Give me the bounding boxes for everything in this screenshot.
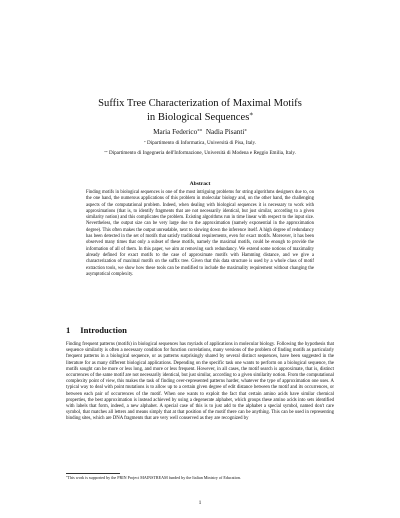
affiliation-2 <box>0 150 400 156</box>
body-paragraph: Finding frequent patterns (motifs) in biological sequences has myriads of applications in molecular biology. Following the hypothesis that sequence similarity is often a necessary condition for function correlations, many versions of the problem of finding motifs as particularly frequent patterns in a biological sequence, or as patterns surprisingly shared by several distinct sequences, have been suggested in the literature for as many different biological applications. Depending on the specific task one wants to perform on a biological sequence, the motifs sought can be more or less long, and more or less frequent. However, in all cases, the motif search is approximate, that is, distinct occurrences of the same motif are not necessarily identical, but just similar, according to a given similarity notion. From the computational complexity point of view, this makes the task of finding over-represented patterns harder, whatever the type of approximation one uses. A typical way to deal with point mutations is to allow up to a certain given degree of edit distance between the motif and its occurrences, or between each pair of occurrences of the motif. When one wants to exploit the fact that certain amino acids have similar chemical properties, the best approximation is instead achieved by using a degenerate alphabet, which groups these amino acids into sets identified with labels that form, indeed, a new alphabet. A special case of this is to just add to the alphabet a special symbol, named don't care symbol, that matches all letters and means simply that at that position of the motif there can be anything. This can be used in representing binding sites, which are DNA fragments that are very well conserved as they are recognized by <box>66 342 334 422</box>
footnote-rule <box>66 473 120 474</box>
title-footnote-mark: * <box>249 110 254 120</box>
affiliation-1-text: Dipartimento di Informatica, Università di Pisa, Italy. <box>147 140 257 146</box>
section-title: Introduction <box>80 325 127 335</box>
author-1-mark: ** <box>197 129 203 135</box>
section-heading <box>66 325 127 336</box>
affiliation-1-mark: * <box>143 139 146 144</box>
title-line-2-text: in Biological Sequences <box>146 112 250 123</box>
affiliation-2-text: Dipartimento di Ingegneria dell'Informazione, Università di Modena e Reggio Emilia, Italy. <box>108 150 296 156</box>
footnote-text: This work is supported by the PRIN Project MAINSTREAM funded by the Italian Ministry of Education. <box>67 475 241 480</box>
section-number: 1 <box>66 325 71 335</box>
affiliation-1 <box>0 140 400 146</box>
footnote <box>66 475 334 480</box>
author-2: Nadia Pisanti <box>205 128 245 136</box>
author-2-mark: * <box>244 129 247 135</box>
paper-title <box>0 97 400 125</box>
author-1: Maria Federico <box>153 128 198 136</box>
author-list <box>0 128 400 137</box>
page-number: 1 <box>198 500 202 506</box>
affiliation-2-mark: ** <box>104 149 108 154</box>
abstract-text: Finding motifs in biological sequences is one of the most intriguing problems for string algorithms designers due to, on the one hand, the numerous applications of this problem in molecular biology and, on the other hand, the challenging aspects of the computational problem. Indeed, when dealing with biological sequences it is necessary to work with approximations (that is, to identify fragments that are not necessarily identical, but just similar, according to a given similarity notion) and this complicates the problem. Existing algorithms run in time linear with respect to the input size. Nevertheless, the output size can be very large due to the approximation (namely exponential in the approximation degree). This often makes the output unreadable, next to slowing down the inference itself. A high degree of redundancy has been detected in the set of motifs that satisfy traditional requirements, even for exact motifs. Moreover, it has been observed many times that only a subset of these motifs, namely the maximal motifs, could be enough to provide the information of all of them. In this paper, we aim at removing such redundancy. We extend some notions of maximality already defined for exact motifs to the case of approximate motifs with Hamming distance, and we give a characterization of maximal motifs on the suffix tree. Given that this data structure is used by a whole class of motif extraction tools, we show how these tools can be modified to include the maximality requirement without changing the asymptotical complexity. <box>86 190 314 277</box>
title-line-2 <box>0 111 400 125</box>
footnote-mark: * <box>66 475 68 479</box>
abstract-heading: Abstract <box>189 181 211 187</box>
title-line-1: Suffix Tree Characterization of Maximal Motifs <box>98 98 302 109</box>
